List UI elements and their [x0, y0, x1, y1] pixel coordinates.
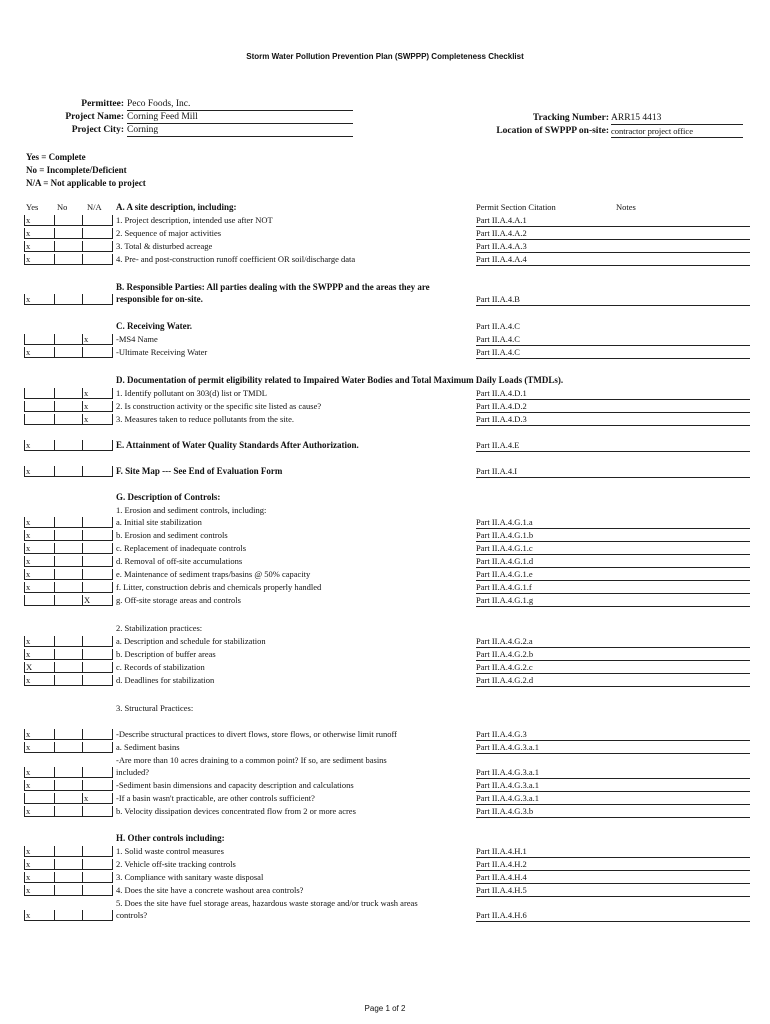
item-text: 1. Identify pollutant on 303(d) list or TMDL [116, 388, 267, 398]
citation: Part II.A.4.A.2 [476, 228, 750, 240]
no-cell [54, 241, 82, 252]
col-yes: Yes [26, 202, 39, 212]
item-text: 4. Pre- and post-construction runoff coefficient OR soil/discharge data [116, 254, 356, 264]
citation: Part II.A.4.E [476, 440, 750, 452]
item-text: 2. Vehicle off-site tracking controls [116, 859, 236, 869]
yes-cell: x [24, 859, 54, 870]
citation: Part II.A.4.G.3.a.1 [476, 793, 750, 805]
na-cell [82, 294, 113, 305]
na-cell [82, 228, 113, 239]
section-g-sub1: 1. Erosion and sediment controls, including: [116, 505, 267, 515]
citation: Part II.A.4.G.1.d [476, 556, 750, 568]
col-na: N/A [87, 202, 102, 212]
no-cell [54, 729, 82, 740]
no-cell [54, 595, 82, 606]
item-text: 3. Total & disturbed acreage [116, 241, 213, 251]
item-text: c. Replacement of inadequate controls [116, 543, 247, 553]
no-cell [54, 254, 82, 265]
section-b-text: B. Responsible Parties: All parties dealing with the SWPPP and the areas they are [116, 282, 430, 292]
na-cell [82, 215, 113, 226]
yes-cell: x [24, 675, 54, 686]
yes-cell: x [24, 530, 54, 541]
yes-cell: x [24, 649, 54, 660]
item-text: E. Attainment of Water Quality Standards After Authorization. [116, 440, 359, 450]
checklist-row [24, 401, 750, 413]
checklist-row [24, 910, 750, 922]
yes-cell: x [24, 742, 54, 753]
na-cell [82, 859, 113, 870]
na-cell [82, 767, 113, 778]
citation: Part II.A.4.H.2 [476, 859, 750, 871]
item-text: c. Records of stabilization [116, 662, 205, 672]
item-text: -Describe structural practices to divert flows, store flows, or otherwise limit runoff [116, 729, 397, 739]
checklist-row [24, 440, 750, 452]
checklist-row [24, 215, 750, 227]
na-cell [82, 517, 113, 528]
section-h-heading: H. Other controls including: [116, 833, 225, 843]
item-text: -MS4 Name [116, 334, 158, 344]
na-cell [82, 556, 113, 567]
citation: Part II.A.4.G.1.g [476, 595, 750, 607]
item-text: b. Description of buffer areas [116, 649, 216, 659]
item-text: d. Deadlines for stabilization [116, 675, 215, 685]
item-text: b. Velocity dissipation devices concentrated flow from 2 or more acres [116, 806, 356, 816]
no-cell [54, 347, 82, 358]
item-text: -If a basin wasn't practicable, are other controls sufficient? [116, 793, 315, 803]
item-text: 2. Sequence of major activities [116, 228, 222, 238]
yes-cell: x [24, 556, 54, 567]
na-cell [82, 742, 113, 753]
item-text: 3. Measures taken to reduce pollutants from the site. [116, 414, 294, 424]
na-cell [82, 780, 113, 791]
na-cell: x [82, 401, 113, 412]
permittee-label: Permittee: [81, 99, 124, 109]
yes-cell: x [24, 806, 54, 817]
citation: Part II.A.4.G.2.b [476, 649, 750, 661]
na-cell [82, 530, 113, 541]
na-cell [82, 347, 113, 358]
yes-cell [24, 388, 54, 399]
citation: Part II.A.4.C [476, 347, 750, 359]
no-cell [54, 780, 82, 791]
na-cell [82, 885, 113, 896]
no-cell [54, 215, 82, 226]
no-cell [54, 569, 82, 580]
citation: Part II.A.4.G.3 [476, 729, 750, 741]
legend-yes: Yes = Complete [26, 152, 86, 162]
yes-cell: x [24, 885, 54, 896]
col-no: No [57, 202, 68, 212]
yes-cell [24, 793, 54, 804]
no-cell [54, 859, 82, 870]
citation: Part II.A.4.G.3.a.1 [476, 767, 750, 779]
citation: Part II.A.4.A.4 [476, 254, 750, 266]
section-d-heading: D. Documentation of permit eligibility related to Impaired Water Bodies and Total Maximum Daily Loads (TMDLs). [116, 375, 564, 385]
checklist-row [24, 595, 750, 607]
yes-cell [24, 414, 54, 425]
section-g-question-line1: -Are more than 10 acres draining to a common point? If so, are sediment basins [116, 755, 387, 765]
yes-cell: x [24, 910, 54, 921]
checklist-row [24, 569, 750, 581]
item-text: 3. Compliance with sanitary waste disposal [116, 872, 264, 882]
no-cell [54, 767, 82, 778]
citation: Part II.A.4.A.3 [476, 241, 750, 253]
checklist-row [24, 254, 750, 266]
checklist-row [24, 729, 750, 741]
project-city-value: Corning [127, 125, 353, 137]
checklist-row [24, 806, 750, 818]
na-cell: x [82, 388, 113, 399]
item-text: b. Erosion and sediment controls [116, 530, 228, 540]
yes-cell: x [24, 440, 54, 451]
no-cell [54, 846, 82, 857]
checklist-row [24, 885, 750, 897]
legend-na: N/A = Not applicable to project [26, 178, 146, 188]
tracking-label: Tracking Number: [532, 113, 609, 123]
citation: Part II.A.4.G.2.d [476, 675, 750, 687]
citation: Part II.A.4.G.3.b [476, 806, 750, 818]
checklist-row [24, 414, 750, 426]
yes-cell: x [24, 228, 54, 239]
permittee-value: Peco Foods, Inc. [127, 99, 353, 111]
checklist-row [24, 388, 750, 400]
item-text: e. Maintenance of sediment traps/basins @ 50% capacity [116, 569, 311, 579]
col-notes: Notes [616, 202, 636, 212]
no-cell [54, 675, 82, 686]
yes-cell: x [24, 543, 54, 554]
yes-cell: x [24, 636, 54, 647]
no-cell [54, 556, 82, 567]
citation: Part II.A.4.G.2.a [476, 636, 750, 648]
project-name-label: Project Name: [65, 112, 124, 122]
no-cell [54, 742, 82, 753]
location-label: Location of SWPPP on-site: [496, 126, 609, 136]
page-number: Page 1 of 2 [364, 1004, 406, 1013]
item-text: 2. Is construction activity or the specific site listed as cause? [116, 401, 322, 411]
item-text: 1. Solid waste control measures [116, 846, 224, 856]
yes-cell: x [24, 767, 54, 778]
citation: Part II.A.4.C [476, 334, 750, 346]
na-cell [82, 569, 113, 580]
citation: Part II.A.4.G.1.e [476, 569, 750, 581]
citation: Part II.A.4.I [476, 466, 750, 478]
checklist-row [24, 742, 750, 754]
location-value: contractor project office [611, 126, 743, 138]
na-cell [82, 806, 113, 817]
na-cell: X [82, 595, 113, 606]
no-cell [54, 466, 82, 477]
checklist-row [24, 582, 750, 594]
yes-cell [24, 334, 54, 345]
no-cell [54, 401, 82, 412]
checklist-row [24, 780, 750, 792]
no-cell [54, 228, 82, 239]
no-cell [54, 517, 82, 528]
na-cell [82, 649, 113, 660]
citation: Part II.A.4.G.1.c [476, 543, 750, 555]
citation: Part II.A.4.G.2.c [476, 662, 750, 674]
citation: Part II.A.4.G.3.a.1 [476, 742, 750, 754]
yes-cell: x [24, 241, 54, 252]
na-cell [82, 254, 113, 265]
item-text: a. Initial site stabilization [116, 517, 202, 527]
citation: Part II.A.4.G.1.a [476, 517, 750, 529]
no-cell [54, 649, 82, 660]
checklist-row [24, 530, 750, 542]
citation: Part II.A.4.H.6 [476, 910, 750, 922]
checklist-row [24, 846, 750, 858]
section-h-question-line1: 5. Does the site have fuel storage areas, hazardous waste storage and/or truck wash areas [116, 898, 418, 908]
citation: Part II.A.4.D.3 [476, 414, 750, 426]
no-cell [54, 294, 82, 305]
checklist-row [24, 543, 750, 555]
project-name-value: Corning Feed Mill [127, 112, 353, 124]
checklist-row [24, 466, 750, 478]
yes-cell: x [24, 729, 54, 740]
yes-cell [24, 401, 54, 412]
yes-cell: x [24, 582, 54, 593]
citation: Part II.A.4.H.1 [476, 846, 750, 858]
checklist-row [24, 793, 750, 805]
na-cell [82, 846, 113, 857]
no-cell [54, 910, 82, 921]
item-text: -Sediment basin dimensions and capacity description and calculations [116, 780, 354, 790]
na-cell [82, 241, 113, 252]
checklist-row [24, 228, 750, 240]
citation: Part II.A.4.G.1.b [476, 530, 750, 542]
yes-cell: x [24, 215, 54, 226]
checklist-row [24, 347, 750, 359]
item-text: a. Description and schedule for stabilization [116, 636, 266, 646]
yes-cell: x [24, 294, 54, 305]
citation: Part II.A.4.G.3.a.1 [476, 780, 750, 792]
na-cell [82, 543, 113, 554]
no-cell [54, 530, 82, 541]
no-cell [54, 806, 82, 817]
section-c-heading: C. Receiving Water. [116, 321, 192, 331]
no-cell [54, 388, 82, 399]
yes-cell: x [24, 254, 54, 265]
no-cell [54, 885, 82, 896]
yes-cell: X [24, 662, 54, 673]
no-cell [54, 543, 82, 554]
na-cell: x [82, 414, 113, 425]
checklist-row [24, 517, 750, 529]
section-g-sub3: 3. Structural Practices: [116, 703, 194, 713]
citation: Part II.A.4.D.2 [476, 401, 750, 413]
item-text: -Ultimate Receiving Water [116, 347, 208, 357]
citation: Part II.A.4.A.1 [476, 215, 750, 227]
checklist-row [24, 767, 750, 779]
na-cell [82, 662, 113, 673]
citation: Part II.A.4.B [476, 294, 750, 306]
no-cell [54, 793, 82, 804]
checklist-row [24, 636, 750, 648]
item-text: 1. Project description, intended use after NOT [116, 215, 273, 225]
yes-cell: x [24, 569, 54, 580]
checklist-row [24, 859, 750, 871]
item-text: f. Litter, construction debris and chemicals properly handled [116, 582, 322, 592]
tracking-value: ARR15 4413 [611, 113, 743, 125]
na-cell [82, 636, 113, 647]
no-cell [54, 636, 82, 647]
section-a-heading: A. A site description, including: [116, 202, 237, 212]
item-text: included? [116, 767, 150, 777]
page-title: Storm Water Pollution Prevention Plan (SWPPP) Completeness Checklist [246, 52, 524, 61]
item-text: responsible for on-site. [116, 294, 203, 304]
col-citation: Permit Section Citation [476, 202, 556, 212]
na-cell [82, 872, 113, 883]
no-cell [54, 662, 82, 673]
no-cell [54, 582, 82, 593]
checklist-row [24, 241, 750, 253]
na-cell [82, 675, 113, 686]
checklist-row [24, 662, 750, 674]
item-text: 4. Does the site have a concrete washout area controls? [116, 885, 304, 895]
na-cell [82, 910, 113, 921]
no-cell [54, 872, 82, 883]
project-city-label: Project City: [71, 125, 124, 135]
yes-cell: x [24, 780, 54, 791]
citation: Part II.A.4.D.1 [476, 388, 750, 400]
yes-cell: x [24, 517, 54, 528]
no-cell [54, 440, 82, 451]
checklist-row [24, 675, 750, 687]
na-cell [82, 582, 113, 593]
na-cell: x [82, 334, 113, 345]
checklist-row [24, 556, 750, 568]
na-cell [82, 729, 113, 740]
yes-cell: x [24, 872, 54, 883]
item-text: F. Site Map --- See End of Evaluation Form [116, 466, 283, 476]
na-cell: x [82, 793, 113, 804]
section-g-heading: G. Description of Controls: [116, 492, 221, 502]
checklist-row [24, 334, 750, 346]
yes-cell [24, 595, 54, 606]
section-c-cite: Part II.A.4.C [476, 321, 520, 331]
yes-cell: x [24, 347, 54, 358]
checklist-row [24, 872, 750, 884]
item-text: a. Sediment basins [116, 742, 180, 752]
citation: Part II.A.4.H.4 [476, 872, 750, 884]
na-cell [82, 440, 113, 451]
yes-cell: x [24, 846, 54, 857]
checklist-row [24, 649, 750, 661]
citation: Part II.A.4.H.5 [476, 885, 750, 897]
legend-no: No = Incomplete/Deficient [26, 165, 127, 175]
section-g-sub2: 2. Stabilization practices: [116, 623, 203, 633]
yes-cell: x [24, 466, 54, 477]
na-cell [82, 466, 113, 477]
item-text: g. Off-site storage areas and controls [116, 595, 241, 605]
item-text: controls? [116, 910, 148, 920]
no-cell [54, 334, 82, 345]
item-text: d. Removal of off-site accumulations [116, 556, 243, 566]
no-cell [54, 414, 82, 425]
citation: Part II.A.4.G.1.f [476, 582, 750, 594]
checklist-row [24, 294, 750, 306]
